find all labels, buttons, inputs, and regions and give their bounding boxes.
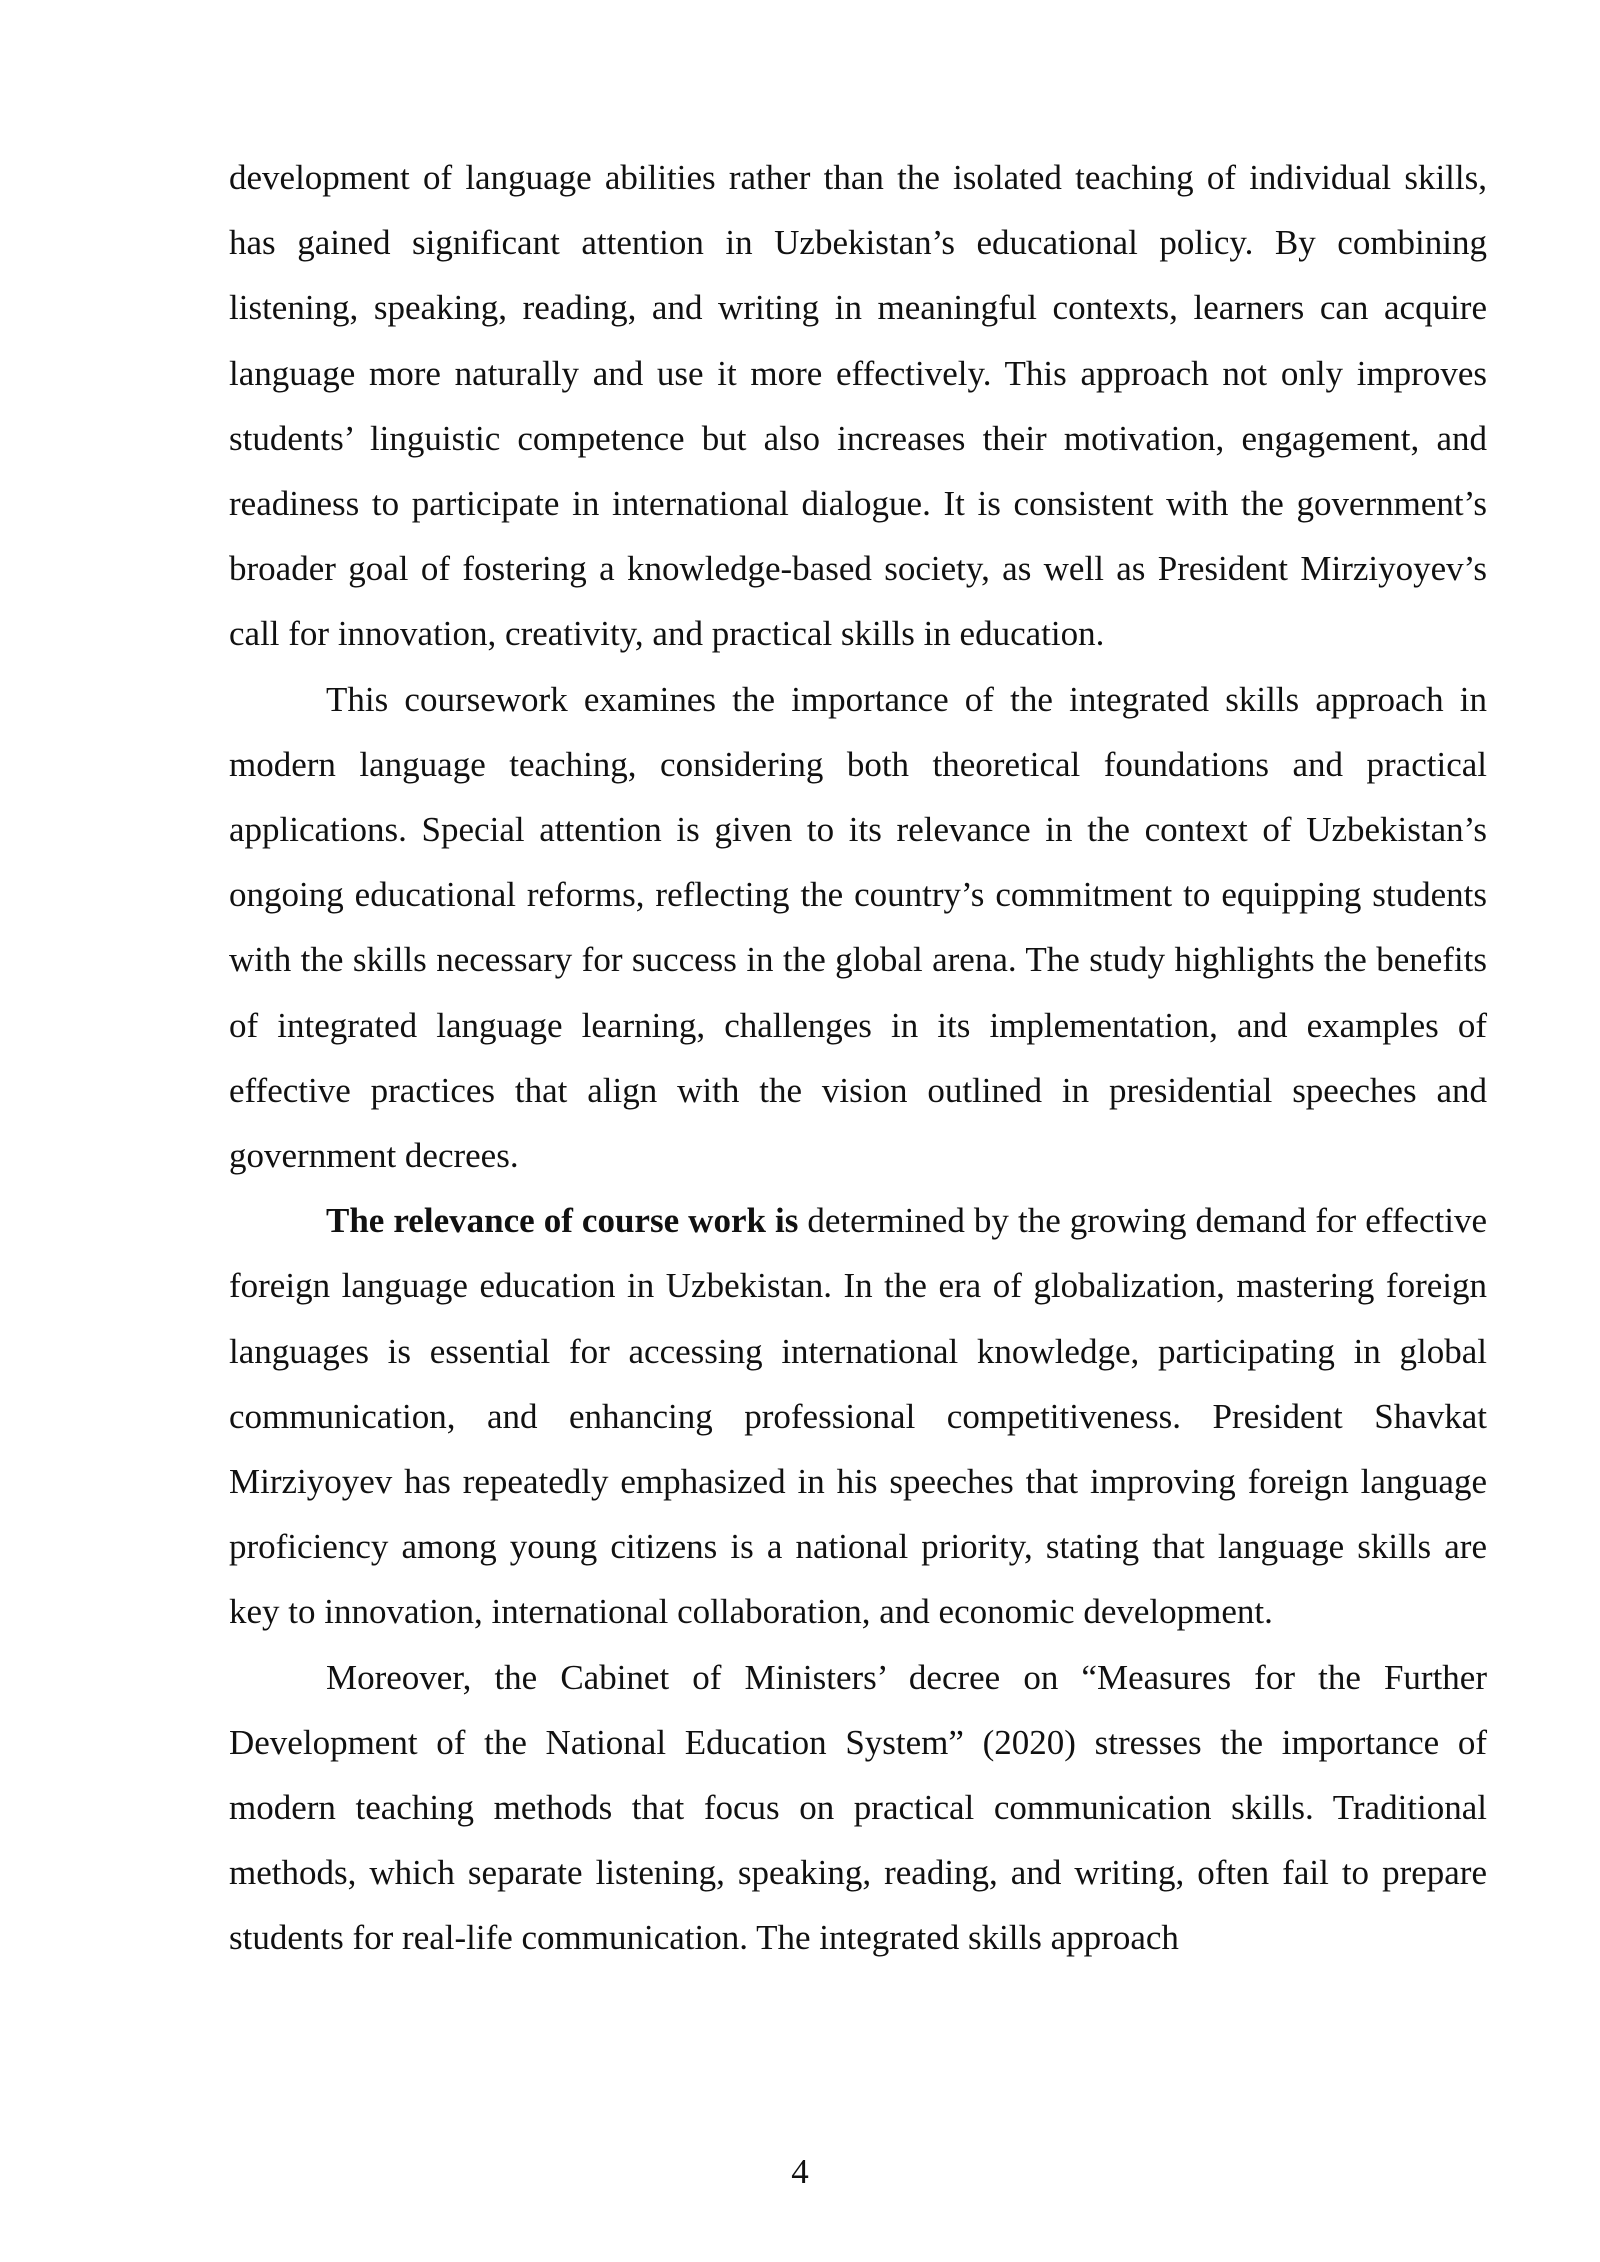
paragraph-coursework-overview xyxy=(229,667,1487,1189)
body-text xyxy=(229,145,1487,1971)
bold-lead-phrase: The relevance of course work is xyxy=(326,1201,799,1241)
paragraph-text: determined by the growing demand for effective foreign language education in Uzbekistan. In the era of globalization, mastering foreign languages is essential for accessing international knowledge, participating in global communication, and enhancing professional competitiveness. President Shavkat Mirziyoyev has repeatedly emphasized in his speeches that improving foreign language proficiency among young citizens is a national priority, stating that language skills are key to innovation, international collaboration, and economic development. xyxy=(229,1201,1488,1632)
paragraph-continuation xyxy=(229,145,1487,667)
paragraph-relevance xyxy=(229,1188,1487,1644)
paragraph-text: This coursework examines the importance of the integrated skills approach in modern language teaching, considering both theoretical foundations and practical applications. Special attention is given to its relevance in the context of Uzbekistan’s ongoing educational reforms, reflecting the country’s commitment to equipping students with the skills necessary for success in the global arena. The study highlights the benefits of integrated language learning, challenges in its implementation, and examples of effective practices that align with the vision outlined in presidential speeches and government decrees. xyxy=(229,679,1487,1176)
paragraph-text: development of language abilities rather than the isolated teaching of individual skills, has gained significant attention in Uzbekistan’s educational policy. By combining listening, speaking, reading, and writing in meaningful contexts, learners can acquire language more naturally and use it more effectively. This approach not only improves students’ linguistic competence but also increases their motivation, engagement, and readiness to participate in international dialogue. It is consistent with the government’s broader goal of fostering a knowledge-based society, as well as President Mirziyoyev’s call for innovation, creativity, and practical skills in education. xyxy=(229,158,1487,654)
paragraph-text: Moreover, the Cabinet of Ministers’ decree on “Measures for the Further Development of the National Education System” (2020) stresses the importance of modern teaching methods that focus on practical communication skills. Traditional methods, which separate listening, speaking, reading, and writing, often fail to prepare students for real-life communication. The integrated skills approach xyxy=(229,1657,1487,1958)
paragraph-decree xyxy=(229,1645,1487,1971)
page-number: 4 xyxy=(791,2152,809,2191)
